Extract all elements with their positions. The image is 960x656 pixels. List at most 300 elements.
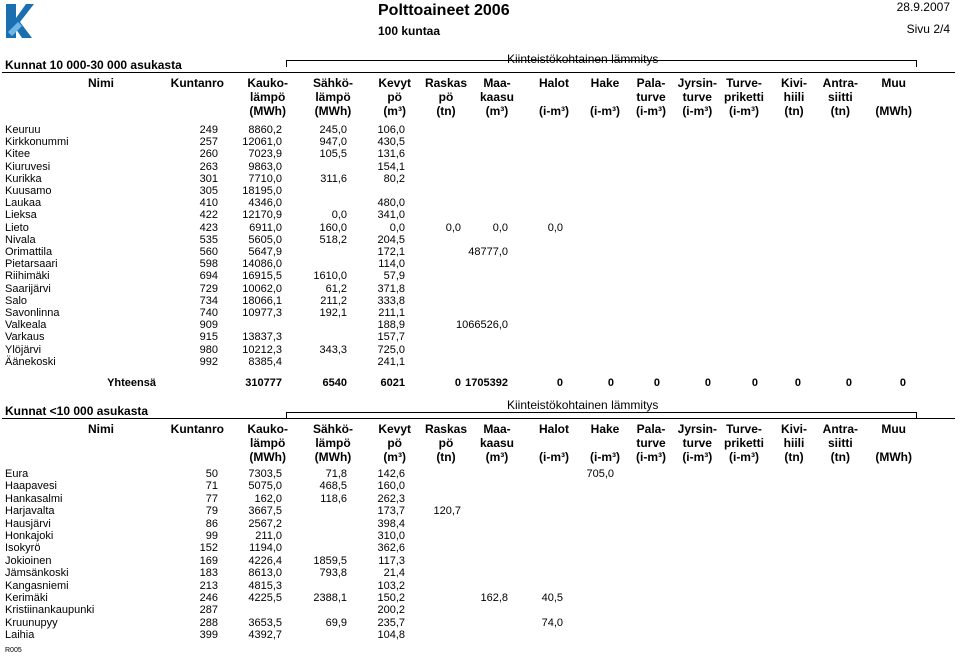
column-header-line: Kivi- (780, 422, 807, 436)
table-cell: 48777,0 (468, 246, 508, 258)
table-row (0, 518, 960, 530)
column-header-line: (m³) (485, 104, 509, 118)
column-header-line: pö (387, 90, 402, 104)
column-header-line (171, 436, 224, 450)
page-number: Sivu 2/4 (906, 22, 950, 36)
table-cell: 10062,0 (242, 282, 282, 295)
table-cell: 14086,0 (242, 258, 282, 271)
group-label: Kiinteistökohtainen lämmitys (507, 52, 659, 66)
column-header (378, 76, 411, 118)
total-value: 0 (556, 377, 563, 389)
table-cell: 793,8 (319, 567, 347, 580)
table-cell: 71,8 (325, 468, 347, 480)
municipality-name: Kirkkonummi (5, 136, 69, 149)
table-cell: 131,6 (377, 148, 405, 161)
table-cell: 18195,0 (242, 185, 282, 197)
column-header-line: (i-m³) (539, 450, 569, 464)
table-row (0, 307, 960, 319)
column-header (539, 422, 569, 464)
municipality-name: Laihia (5, 629, 35, 642)
municipality-name: Varkaus (5, 331, 45, 344)
column-header-line: (MWh) (875, 104, 912, 118)
table-cell: 311,6 (320, 172, 347, 185)
table-cell: 120,7 (433, 505, 461, 518)
column-header (171, 422, 224, 464)
group-bracket (286, 412, 917, 419)
table-cell: 0,0 (492, 221, 508, 234)
table-cell: 245,0 (319, 124, 347, 136)
table-row (0, 319, 960, 331)
table-row (0, 567, 960, 579)
municipality-name: Äänekoski (5, 355, 56, 368)
table-cell: 305 (199, 185, 218, 197)
table-row (0, 258, 960, 270)
column-header-line (875, 90, 912, 104)
table-cell: 2388,1 (313, 592, 347, 604)
column-header (636, 422, 666, 464)
table-cell: 16915,5 (242, 270, 282, 283)
column-header (781, 76, 807, 118)
municipality-name: Kiuruvesi (5, 160, 51, 173)
table-cell: 5605,0 (248, 233, 282, 246)
table-row (0, 283, 960, 295)
table-cell: 3653,5 (248, 616, 282, 629)
column-header-line: Kevyt (378, 76, 411, 90)
municipality-name: Kitee (5, 148, 31, 161)
table-cell: 1066526,0 (456, 319, 508, 332)
column-header (378, 422, 411, 464)
column-header (171, 76, 224, 118)
table-cell: 162,8 (480, 592, 508, 604)
municipality-name: Kruunupyy (5, 616, 58, 629)
municipality-name: Haapavesi (5, 480, 57, 493)
section-rule (2, 72, 955, 73)
municipality-name: Jokioinen (5, 554, 52, 567)
table-cell: 4226,4 (248, 554, 282, 567)
column-header-line: turve (636, 90, 666, 104)
table-cell: 157,7 (377, 331, 405, 344)
column-header-line: Sähkö- (312, 76, 353, 90)
total-value: 0 (751, 377, 758, 389)
table-cell: 162,0 (254, 492, 282, 505)
table-cell: 114,0 (378, 258, 405, 271)
table-cell: 4346,0 (248, 197, 282, 210)
table-row (0, 592, 960, 604)
table-cell: 3667,5 (248, 505, 282, 518)
group-label: Kiinteistökohtainen lämmitys (507, 398, 659, 412)
column-header-line: lämpö (249, 90, 286, 104)
column-header-line: (i-m³) (728, 104, 759, 118)
table-row (0, 617, 960, 629)
municipality-name: Kerimäki (5, 592, 48, 604)
column-header-line: priketti (723, 436, 764, 450)
total-value: 0 (607, 377, 614, 389)
table-cell: 915 (199, 331, 218, 344)
table-row (0, 148, 960, 160)
column-header-line: Hake (590, 422, 620, 436)
column-header-line: Maa- (483, 422, 511, 436)
table-row (0, 222, 960, 234)
column-header (247, 422, 288, 464)
column-header-line: Turve- (726, 422, 762, 436)
table-cell: 705,0 (586, 468, 614, 480)
table-cell: 172,1 (377, 246, 405, 258)
municipality-name: Riihimäki (5, 270, 50, 283)
table-cell: 8613,0 (248, 567, 282, 580)
column-header-line: Kauko- (247, 76, 288, 90)
municipality-name: Kurikka (5, 172, 42, 185)
table-cell: 69,9 (325, 616, 347, 629)
table-cell: 410 (199, 197, 218, 210)
table-cell: 169 (199, 554, 218, 567)
column-header-line: hiili (783, 90, 805, 104)
municipality-name: Isokyrö (5, 542, 41, 555)
column-header-line (88, 436, 114, 450)
table-cell: 160,0 (319, 221, 347, 234)
column-header-line: Pala- (636, 76, 666, 90)
table-cell: 150,2 (377, 592, 405, 604)
municipality-name: Hankasalmi (5, 492, 63, 505)
column-header-line: pö (438, 90, 454, 104)
municipality-name: Lieksa (5, 209, 37, 222)
column-header-line: (i-m³) (636, 104, 666, 118)
column-header-line: Turve- (726, 76, 762, 90)
column-header-line (88, 90, 114, 104)
column-header-line (171, 104, 224, 118)
table-cell: 86 (205, 517, 218, 530)
column-header-line (88, 104, 114, 118)
table-cell: 430,5 (377, 136, 405, 149)
table-row (0, 124, 960, 136)
column-header-line: Muu (881, 76, 906, 90)
table-cell: 21,4 (383, 567, 405, 580)
table-cell: 8860,2 (248, 124, 282, 136)
column-header-line (590, 436, 620, 450)
table-row (0, 161, 960, 173)
table-cell: 8385,4 (248, 355, 282, 368)
table-cell: 260 (199, 148, 218, 161)
column-header-line (590, 90, 620, 104)
column-header-line (88, 450, 114, 464)
column-header-line: (tn) (436, 104, 456, 118)
section-title: Kunnat 10 000-30 000 asukasta (5, 58, 182, 72)
table-cell: 235,7 (377, 616, 405, 629)
table-row (0, 209, 960, 221)
table-cell: 399 (199, 629, 218, 642)
table-cell: 422 (199, 209, 218, 222)
column-header-line (539, 436, 569, 450)
municipality-name: Harjavalta (5, 505, 55, 518)
column-header-line: (MWh) (314, 450, 352, 464)
municipality-name: Laukaa (5, 197, 42, 210)
table-cell: 104,8 (377, 629, 405, 642)
section-title: Kunnat <10 000 asukasta (5, 404, 149, 418)
table-cell: 103,2 (377, 579, 405, 592)
table-cell: 7710,0 (248, 172, 282, 185)
table-row (0, 468, 960, 480)
column-header-line: (i-m³) (728, 450, 759, 464)
table-row (0, 344, 960, 356)
table-cell: 7303,5 (248, 468, 282, 480)
column-header (636, 76, 666, 118)
table-cell: 371,8 (377, 282, 405, 295)
column-header (313, 422, 353, 464)
municipality-name: Nivala (5, 233, 36, 246)
table-cell: 0,0 (389, 221, 405, 234)
column-header (425, 422, 467, 464)
column-header-line: siitti (827, 436, 853, 450)
column-header-line: turve (682, 436, 712, 450)
column-header (539, 76, 569, 118)
municipality-name: Valkeala (5, 319, 47, 332)
table-cell: 106,0 (377, 124, 405, 136)
table-cell: 310,0 (377, 530, 405, 542)
table-row (0, 331, 960, 343)
table-row (0, 197, 960, 209)
table-row (0, 356, 960, 368)
table-cell: 152 (199, 542, 218, 555)
column-header (425, 76, 467, 118)
column-header (875, 76, 912, 118)
column-header-line: priketti (723, 90, 764, 104)
column-header (590, 422, 620, 464)
total-value: 1705392 (465, 377, 508, 389)
table-row (0, 542, 960, 554)
table-cell: 6911,0 (249, 221, 282, 234)
table-row (0, 505, 960, 517)
table-row (0, 173, 960, 185)
column-header-line: Halot (539, 76, 569, 90)
column-header-line: (i-m³) (636, 450, 666, 464)
column-header (590, 76, 620, 118)
table-cell: 142,6 (377, 468, 405, 480)
table-cell: 61,2 (325, 282, 347, 295)
table-cell: 117,3 (378, 554, 405, 567)
table-cell: 10977,3 (242, 307, 282, 319)
column-header (678, 76, 717, 118)
table-cell: 200,2 (377, 604, 405, 617)
table-cell: 10212,3 (242, 343, 282, 356)
column-header (875, 422, 912, 464)
column-header-line: Sähkö- (312, 422, 353, 436)
column-header-line: Nimi (88, 76, 115, 90)
column-header-line: (i-m³) (590, 104, 620, 118)
column-header-line: (MWh) (314, 104, 352, 118)
total-label: Yhteensä (107, 377, 156, 389)
column-header (247, 76, 288, 118)
table-cell: 333,8 (377, 294, 405, 307)
table-cell: 249 (199, 124, 218, 136)
table-cell: 362,6 (377, 542, 405, 555)
total-value: 6540 (322, 377, 347, 389)
table-cell: 4225,5 (248, 592, 282, 604)
column-header-line: kaasu (479, 90, 514, 104)
column-header-line: Jyrsin- (677, 422, 717, 436)
table-cell: 734 (199, 294, 218, 307)
table-cell: 288 (199, 616, 218, 629)
total-value: 0 (704, 377, 711, 389)
municipality-name: Savonlinna (5, 307, 60, 319)
column-header-line: lämpö (315, 436, 351, 450)
total-value: 0 (899, 377, 906, 389)
column-header (781, 422, 807, 464)
column-header (724, 76, 764, 118)
column-header (313, 76, 353, 118)
table-cell: 287 (199, 604, 218, 617)
column-header-line: (i-m³) (682, 104, 713, 118)
column-header-line: lämpö (315, 90, 351, 104)
column-header-line: Raskas (424, 76, 467, 90)
table-cell: 4815,3 (248, 579, 282, 592)
table-row (0, 136, 960, 148)
table-cell: 40,5 (541, 592, 563, 604)
municipality-name: Saarijärvi (5, 282, 51, 295)
table-cell: 154,1 (377, 160, 405, 173)
column-header-line: Maa- (483, 76, 511, 90)
column-header (480, 76, 514, 118)
table-cell: 5647,9 (248, 246, 282, 258)
column-header-line: (tn) (436, 450, 456, 464)
municipality-name: Honkajoki (5, 530, 54, 542)
column-header-line: (MWh) (249, 104, 286, 118)
table-cell: 740 (199, 307, 218, 319)
table-cell: 80,2 (383, 172, 405, 185)
table-cell: 480,0 (377, 197, 405, 210)
table-cell: 12170,9 (242, 209, 282, 222)
column-header (823, 76, 858, 118)
table-cell: 77 (205, 492, 218, 505)
table-cell: 211,2 (320, 294, 347, 307)
table-cell: 1859,5 (313, 554, 347, 567)
table-cell: 262,3 (377, 492, 405, 505)
table-cell: 13837,3 (242, 331, 282, 344)
table-cell: 1194,0 (249, 542, 282, 555)
municipality-name: Keuruu (5, 124, 41, 136)
column-header-line: (i-m³) (682, 450, 713, 464)
table-cell: 12061,0 (242, 136, 282, 149)
table-cell: 2567,2 (248, 517, 282, 530)
group-bracket (286, 60, 917, 67)
municipality-name: Hausjärvi (5, 517, 51, 530)
table-cell: 71 (205, 480, 218, 493)
report-subtitle: 100 kuntaa (378, 24, 441, 38)
column-header-line (171, 450, 224, 464)
table-cell: 0,0 (331, 209, 347, 222)
table-cell: 213 (199, 579, 218, 592)
table-cell: 9863,0 (248, 160, 282, 173)
table-cell: 729 (199, 282, 218, 295)
column-header-line: Hake (590, 76, 620, 90)
column-header-line: (tn) (830, 104, 850, 118)
table-cell: 1610,0 (313, 270, 347, 283)
table-cell: 160,0 (377, 480, 405, 493)
table-cell: 5075,0 (248, 480, 282, 493)
municipality-name: Lieto (5, 221, 29, 234)
column-header-line: Kevyt (378, 422, 411, 436)
table-cell: 560 (199, 246, 218, 258)
table-cell: 188,9 (377, 319, 405, 332)
table-row (0, 555, 960, 567)
column-header-line: Kuntanro (170, 76, 224, 90)
column-header (724, 422, 764, 464)
table-row (0, 234, 960, 246)
table-cell: 18066,1 (242, 294, 282, 307)
total-value: 6021 (380, 377, 405, 389)
municipality-name: Pietarsaari (5, 258, 58, 271)
column-header-line: Raskas (424, 422, 467, 436)
report-code: R005 (5, 647, 22, 654)
kuntaliitto-logo (4, 2, 34, 40)
table-cell: 535 (199, 233, 218, 246)
table-row (0, 480, 960, 492)
column-header-line (875, 436, 912, 450)
column-header-line: Kuntanro (170, 422, 224, 436)
column-header-line: hiili (783, 436, 805, 450)
table-cell: 7023,9 (248, 148, 282, 161)
column-header-line: Nimi (88, 422, 115, 436)
table-row (0, 493, 960, 505)
table-row (0, 530, 960, 542)
column-header-line: (i-m³) (590, 450, 620, 464)
column-header-line: (tn) (784, 104, 804, 118)
column-header (823, 422, 858, 464)
column-header-line: Halot (539, 422, 569, 436)
table-cell: 398,4 (377, 517, 405, 530)
table-cell: 99 (205, 530, 218, 542)
table-cell: 246 (199, 592, 218, 604)
table-cell: 0,0 (547, 221, 563, 234)
column-header-line (171, 90, 224, 104)
column-header-line: (m³) (383, 450, 406, 464)
column-header-line: Kauko- (247, 422, 288, 436)
column-header-line: (m³) (383, 104, 406, 118)
table-row (0, 246, 960, 258)
table-row (0, 580, 960, 592)
table-cell: 423 (199, 221, 218, 234)
column-header-line: turve (636, 436, 666, 450)
table-cell: 173,7 (377, 505, 405, 518)
municipality-name: Ylöjärvi (5, 343, 42, 356)
table-row (0, 270, 960, 282)
column-header-line: Pala- (636, 422, 666, 436)
municipality-name: Orimattila (5, 246, 53, 258)
table-cell: 241,1 (377, 355, 405, 368)
table-cell: 341,0 (377, 209, 405, 222)
total-value: 0 (794, 377, 801, 389)
report-title: Polttoaineet 2006 (378, 2, 510, 19)
total-value: 0 (653, 377, 660, 389)
column-header-line: Jyrsin- (677, 76, 717, 90)
column-header-line: (i-m³) (539, 104, 569, 118)
column-header-line: siitti (827, 90, 853, 104)
table-cell: 50 (205, 468, 218, 480)
column-header (88, 76, 114, 118)
table-cell: 725,0 (377, 343, 405, 356)
column-header-line: (m³) (485, 450, 509, 464)
report-date: 28.9.2007 (896, 0, 950, 14)
total-value: 0 (454, 377, 461, 389)
total-value: 310777 (245, 377, 282, 389)
column-header-line: (MWh) (249, 450, 286, 464)
table-cell: 57,9 (383, 270, 405, 283)
table-cell: 105,5 (319, 148, 347, 161)
table-cell: 992 (199, 355, 218, 368)
municipality-name: Kangasniemi (5, 579, 69, 592)
column-header (678, 422, 717, 464)
column-header-line: Antra- (822, 76, 858, 90)
table-cell: 79 (205, 505, 218, 518)
table-cell: 909 (199, 319, 218, 332)
